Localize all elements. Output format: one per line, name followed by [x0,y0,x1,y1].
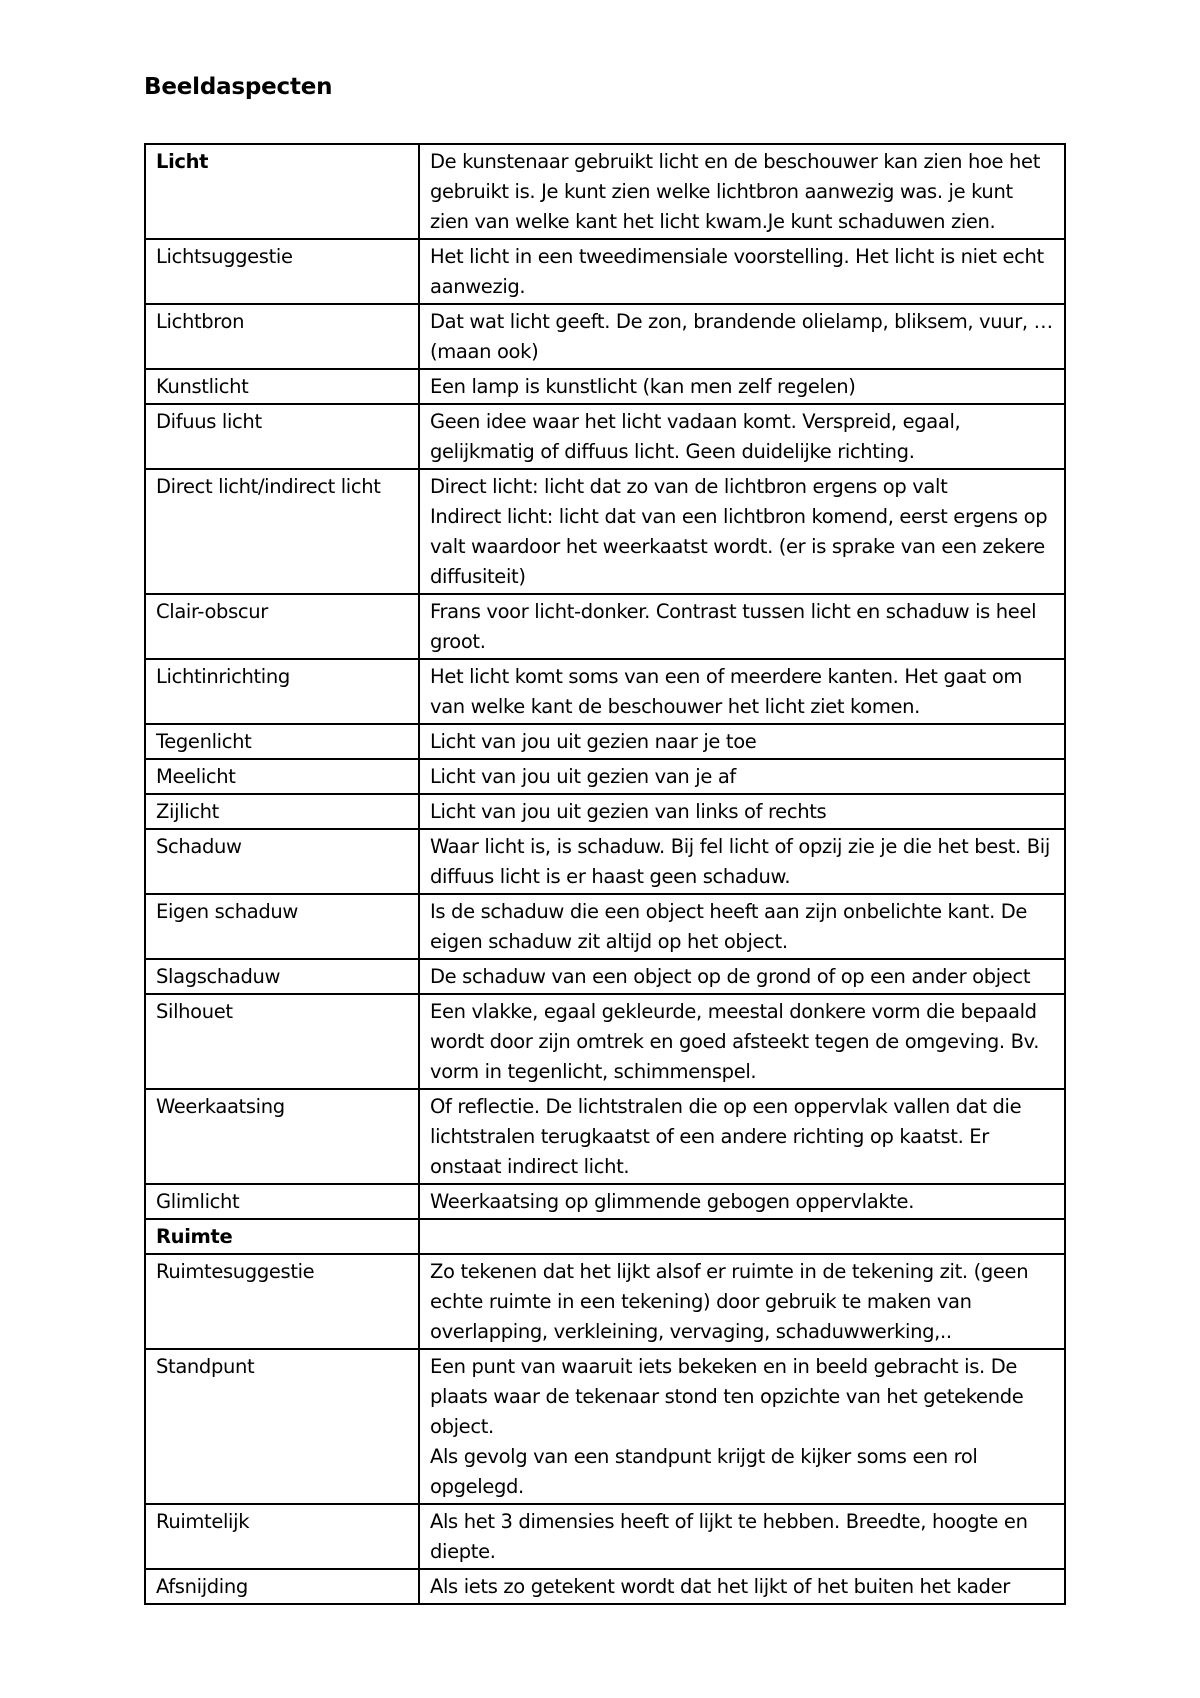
table-row [145,1089,1065,1184]
definition-cell: Zo tekenen dat het lijkt alsof er ruimte in de tekening zit. (geen echte ruimte in een tekening) door gebruik te maken van overlapping, verkleining, vervaging, schaduwwerking,.. [419,1254,1065,1349]
table-row [145,1219,1065,1254]
term-cell: Lichtinrichting [145,659,419,724]
term-cell: Lichtbron [145,304,419,369]
definition-cell [419,1219,1065,1254]
definition-cell: De schaduw van een object op de grond of op een ander object [419,959,1065,994]
term-cell: Silhouet [145,994,419,1089]
definition-cell: Het licht in een tweedimensiale voorstelling. Het licht is niet echt aanwezig. [419,239,1065,304]
term-cell: Zijlicht [145,794,419,829]
definition-cell: Is de schaduw die een object heeft aan zijn onbelichte kant. De eigen schaduw zit altijd op het object. [419,894,1065,959]
definition-cell: Direct licht: licht dat zo van de lichtbron ergens op valt Indirect licht: licht dat van een lichtbron komend, eerst ergens op valt waardoor het weerkaatst wordt. (er is sprake van een zekere diffusiteit) [419,469,1065,594]
term-cell: Meelicht [145,759,419,794]
definition-cell: Licht van jou uit gezien van links of rechts [419,794,1065,829]
table-row [145,659,1065,724]
definition-cell: Een vlakke, egaal gekleurde, meestal donkere vorm die bepaald wordt door zijn omtrek en goed afsteekt tegen de omgeving. Bv. vorm in tegenlicht, schimmenspel. [419,994,1065,1089]
table-row [145,1504,1065,1569]
definition-cell: Als iets zo getekent wordt dat het lijkt of het buiten het kader [419,1569,1065,1604]
glossary-table [144,143,1066,1605]
definition-cell: Licht van jou uit gezien naar je toe [419,724,1065,759]
table-row [145,1254,1065,1349]
page-title: Beeldaspecten [144,74,333,100]
table-row [145,894,1065,959]
table-row [145,469,1065,594]
definition-cell: De kunstenaar gebruikt licht en de beschouwer kan zien hoe het gebruikt is. Je kunt zien welke lichtbron aanwezig was. je kunt zien van welke kant het licht kwam.Je kunt schaduwen zien. [419,144,1065,239]
table-row [145,144,1065,239]
definition-cell: Licht van jou uit gezien van je af [419,759,1065,794]
table-row [145,724,1065,759]
table-row [145,1184,1065,1219]
definition-cell: Dat wat licht geeft. De zon, brandende olielamp, bliksem, vuur, … (maan ook) [419,304,1065,369]
definition-cell: Als het 3 dimensies heeft of lijkt te hebben. Breedte, hoogte en diepte. [419,1504,1065,1569]
term-cell: Schaduw [145,829,419,894]
table-row [145,759,1065,794]
term-cell: Licht [145,144,419,239]
table-row [145,1569,1065,1604]
definition-cell: Of reflectie. De lichtstralen die op een oppervlak vallen dat die lichtstralen terugkaatst of een andere richting op kaatst. Er onstaat indirect licht. [419,1089,1065,1184]
term-cell: Difuus licht [145,404,419,469]
table-row [145,369,1065,404]
term-cell: Standpunt [145,1349,419,1504]
definition-cell: Waar licht is, is schaduw. Bij fel licht of opzij zie je die het best. Bij diffuus licht is er haast geen schaduw. [419,829,1065,894]
table-row [145,239,1065,304]
term-cell: Direct licht/indirect licht [145,469,419,594]
table-row [145,959,1065,994]
term-cell: Eigen schaduw [145,894,419,959]
term-cell: Lichtsuggestie [145,239,419,304]
definition-cell: Weerkaatsing op glimmende gebogen oppervlakte. [419,1184,1065,1219]
definition-cell: Een punt van waaruit iets bekeken en in beeld gebracht is. De plaats waar de tekenaar stond ten opzichte van het getekende object. Als gevolg van een standpunt krijgt de kijker soms een rol opgelegd. [419,1349,1065,1504]
definition-cell: Geen idee waar het licht vadaan komt. Verspreid, egaal, gelijkmatig of diffuus licht. Geen duidelijke richting. [419,404,1065,469]
table-row [145,794,1065,829]
section-heading-cell: Ruimte [145,1219,419,1254]
term-cell: Afsnijding [145,1569,419,1604]
term-cell: Weerkaatsing [145,1089,419,1184]
table-row [145,304,1065,369]
term-cell: Slagschaduw [145,959,419,994]
table-row [145,829,1065,894]
term-cell: Glimlicht [145,1184,419,1219]
table-row [145,994,1065,1089]
table-row [145,594,1065,659]
term-cell: Ruimtesuggestie [145,1254,419,1349]
definition-cell: Het licht komt soms van een of meerdere kanten. Het gaat om van welke kant de beschouwer het licht ziet komen. [419,659,1065,724]
term-cell: Clair-obscur [145,594,419,659]
definition-cell: Frans voor licht-donker. Contrast tussen licht en schaduw is heel groot. [419,594,1065,659]
term-cell: Kunstlicht [145,369,419,404]
table-row [145,1349,1065,1504]
term-cell: Tegenlicht [145,724,419,759]
term-cell: Ruimtelijk [145,1504,419,1569]
definition-cell: Een lamp is kunstlicht (kan men zelf regelen) [419,369,1065,404]
table-row [145,404,1065,469]
